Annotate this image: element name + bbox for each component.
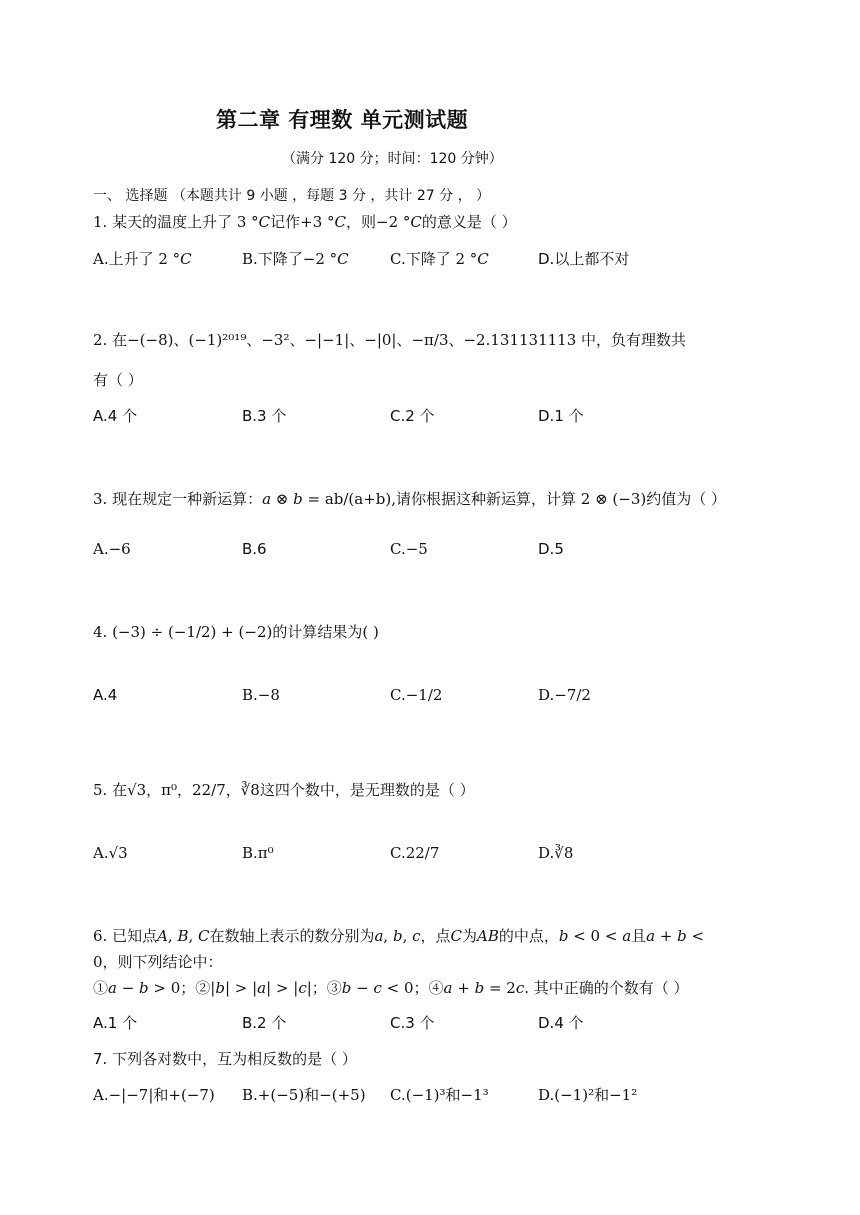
- question-3-option-a: A.−6: [93, 540, 131, 558]
- question-5-stem: 5. 在√3，π⁰，22/7，∛8这四个数中，是无理数的是（ ）: [93, 781, 475, 799]
- question-6-option-a: A.1 个: [93, 1014, 138, 1032]
- question-7-option-b: B.+(−5)和−(+5): [242, 1086, 366, 1104]
- question-2-stem: 2. 在−(−8)、(−1)²⁰¹⁹、−3²、−|−1|、−|0|、−π/3、−2.131131113 中，负有理数共: [93, 331, 687, 349]
- question-2-stem-continued: 有（ ）: [93, 371, 143, 389]
- question-2-option-c: C.2 个: [390, 407, 435, 425]
- question-7-option-d: D.(−1)²和−1²: [538, 1086, 638, 1104]
- question-5-option-d: D.∛8: [538, 844, 574, 862]
- question-5-option-b: B.π⁰: [242, 844, 274, 862]
- question-6-option-b: B.2 个: [242, 1014, 287, 1032]
- question-6-statements: ①𝑎 − 𝑏 > 0；②|𝑏| > |𝑎| > |𝑐|；③𝑏 − 𝑐 < 0；④𝑎 + 𝑏 = 2𝑐. 其中正确的个数有（ ）: [93, 979, 689, 997]
- question-6-stem: 6. 已知点𝐴, 𝐵, 𝐶在数轴上表示的数分别为𝑎, 𝑏, 𝑐，点𝐶为𝐴𝐵的中点，𝑏 < 0 < 𝑎且𝑎 + 𝑏 <: [93, 927, 705, 945]
- question-6-option-c: C.3 个: [390, 1014, 435, 1032]
- page-title: 第二章 有理数 单元测试题: [216, 108, 469, 132]
- question-3-stem: 3. 现在规定一种新运算：𝑎 ⊗ 𝑏 = ab/(a+b),请你根据这种新运算，计算 2 ⊗ (−3)约值为（ ）: [93, 490, 727, 508]
- question-3-option-c: C.−5: [390, 540, 428, 558]
- question-5-option-a: A.√3: [93, 844, 128, 862]
- question-4-stem: 4. (−3) ÷ (−1/2) + (−2)的计算结果为( ): [93, 623, 379, 641]
- question-7-option-c: C.(−1)³和−1³: [390, 1086, 489, 1104]
- question-3-option-d: D.5: [538, 540, 564, 558]
- question-2-option-b: B.3 个: [242, 407, 287, 425]
- question-7-option-a: A.−|−7|和+(−7): [93, 1086, 215, 1104]
- question-1-option-b: B.下降了−2 °𝐶: [242, 250, 349, 268]
- question-3-option-b: B.6: [242, 540, 267, 558]
- question-7-stem: 7. 下列各对数中，互为相反数的是（ ）: [93, 1050, 357, 1068]
- question-1-stem: 1. 某天的温度上升了 3 °𝐶记作+3 °𝐶，则−2 °𝐶的意义是（ ）: [93, 213, 517, 231]
- question-4-option-b: B.−8: [242, 686, 280, 704]
- question-1-option-d: D.以上都不对: [538, 250, 630, 268]
- page-subtitle: （满分 120 分；时间：120 分钟）: [282, 151, 503, 167]
- question-2-option-a: A.4 个: [93, 407, 138, 425]
- section-heading: 一、 选择题 （本题共计 9 小题 ，每题 3 分 ，共计 27 分 ， ）: [93, 188, 491, 204]
- question-1-option-c: C.下降了 2 °𝐶: [390, 250, 489, 268]
- question-4-option-a: A.4: [93, 686, 118, 704]
- question-1-option-a: A.上升了 2 °𝐶: [93, 250, 192, 268]
- question-4-option-c: C.−1/2: [390, 686, 443, 704]
- question-4-option-d: D.−7/2: [538, 686, 591, 704]
- question-6-option-d: D.4 个: [538, 1014, 584, 1032]
- question-2-option-d: D.1 个: [538, 407, 584, 425]
- question-6-stem-continued: 0，则下列结论中：: [93, 953, 223, 971]
- question-5-option-c: C.22/7: [390, 844, 440, 862]
